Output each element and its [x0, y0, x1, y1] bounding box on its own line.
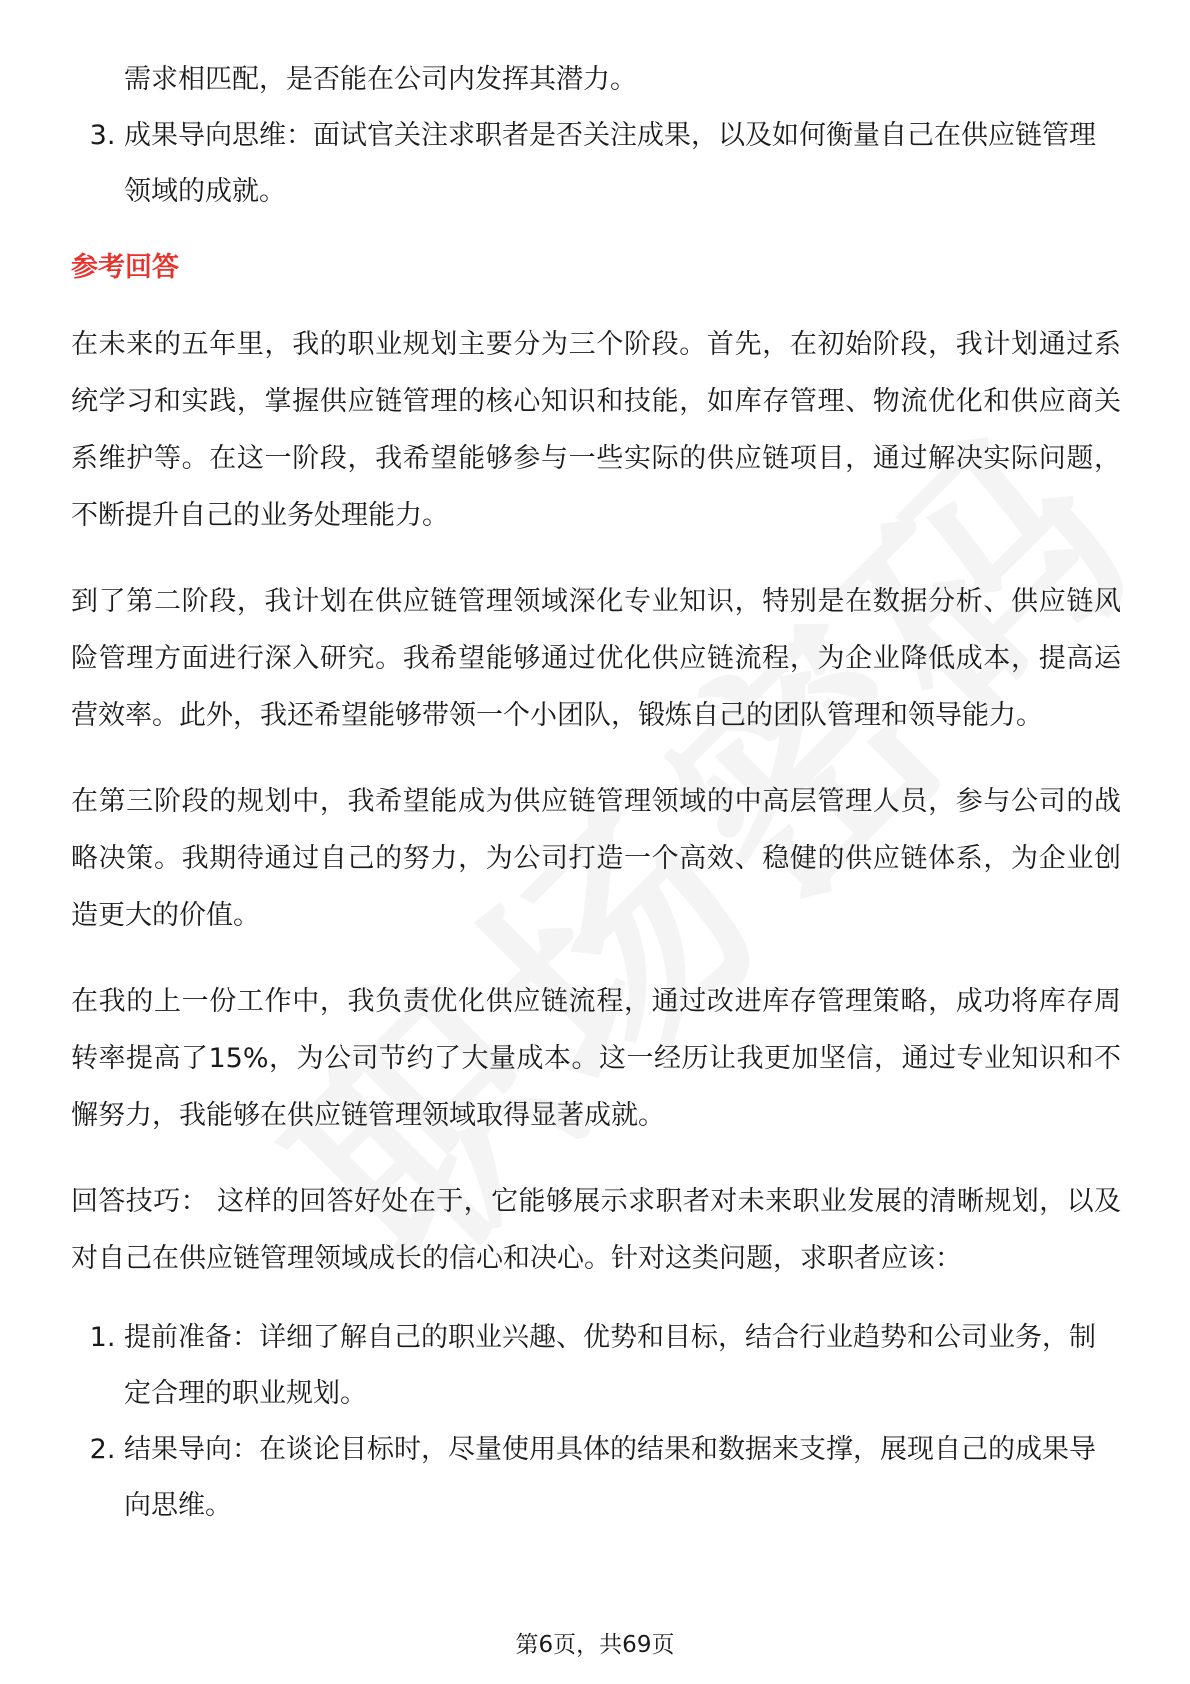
- answer-paragraph: 在我的上一份工作中，我负责优化供应链流程，通过改进库存管理策略，成功将库存周转率提高了15%，为公司节约了大量成本。这一经历让我更加坚信，通过专业知识和不懈努力，我能够在供应链管理领域取得显著成就。: [71, 986, 1121, 1131]
- list-item-continuation: 需求相匹配，是否能在公司内发挥其潜力。: [124, 64, 637, 95]
- evaluation-points-list: [71, 108, 1121, 220]
- answer-paragraph: 到了第二阶段，我计划在供应链管理领域深化专业知识，特别是在数据分析、供应链风险管理方面进行深入研究。我希望能够通过优化供应链流程，为企业降低成本，提高运营效率。此外，我还希望能够带领一个小团队，锻炼自己的团队管理和领导能力。: [71, 586, 1121, 731]
- tips-list: [71, 1310, 1121, 1534]
- page-number-footer: 第6页，共69页: [515, 1632, 675, 1658]
- list-item: 3. 成果导向思维：面试官关注求职者是否关注成果，以及如何衡量自己在供应链管理领域的成就。: [124, 108, 1121, 220]
- answer-paragraph: 在未来的五年里，我的职业规划主要分为三个阶段。首先，在初始阶段，我计划通过系统学习和实践，掌握供应链管理的核心知识和技能，如库存管理、物流优化和供应商关系维护等。在这一阶段，我希望能够参与一些实际的供应链项目，通过解决实际问题，不断提升自己的业务处理能力。: [71, 329, 1121, 531]
- list-item: 1. 提前准备：详细了解自己的职业兴趣、优势和目标，结合行业趋势和公司业务，制定合理的职业规划。: [124, 1310, 1121, 1422]
- section-title-reference-answer: 参考回答: [71, 252, 179, 283]
- answer-paragraph: 在第三阶段的规划中，我希望能成为供应链管理领域的中高层管理人员，参与公司的战略决策。我期待通过自己的努力，为公司打造一个高效、稳健的供应链体系，为企业创造更大的价值。: [71, 786, 1121, 931]
- list-item: 2. 结果导向：在谈论目标时，尽量使用具体的结果和数据来支撑，展现自己的成果导向思维。: [124, 1422, 1121, 1534]
- page-content: [71, 52, 1121, 1534]
- answer-tips-intro: 回答技巧： 这样的回答好处在于，它能够展示求职者对未来职业发展的清晰规划，以及对自己在供应链管理领域成长的信心和决心。针对这类问题，求职者应该：: [71, 1186, 1121, 1274]
